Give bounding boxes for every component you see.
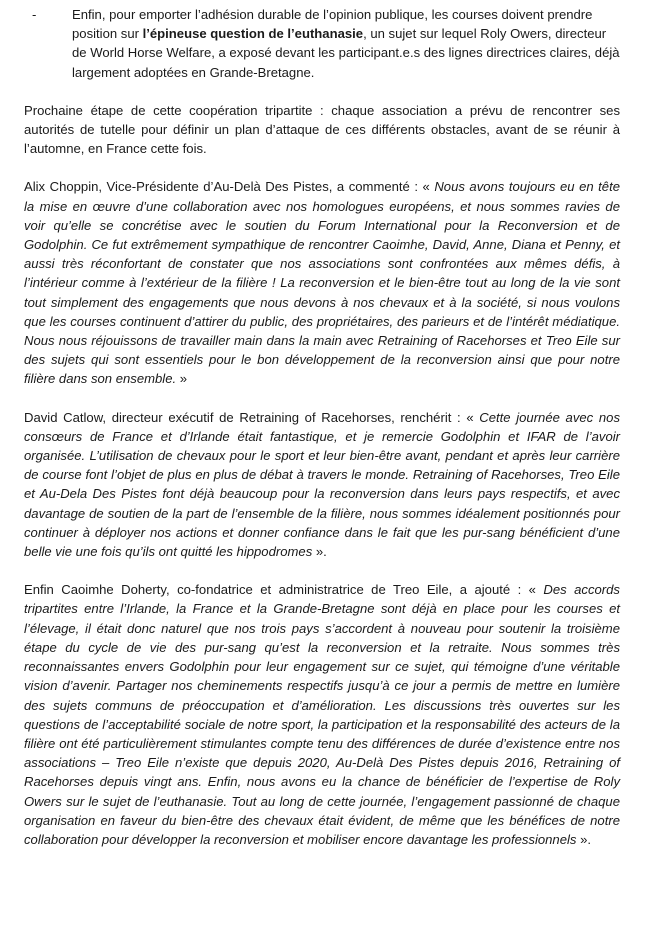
doherty-outro: ». xyxy=(576,831,592,847)
catlow-outro: ». xyxy=(312,544,327,560)
doherty-quote-text: Des accords tripartites entre l’Irlande, la France et la Grande-Bretagne sont déjà en place pour les courses et l’élevage, il était donc naturel que nos trois pays s’accordent à nouveau pour soutenir la troisième étape du cycle de vie des pur-sang qu’est la reconversion et la retraite. Nous sommes très reconnaissantes envers Godolphin pour leur engagement sur ce sujet, qui témoigne d’une véritable vision d’avenir. Partager nos cheminements respectifs jusqu’à ce jour a permis de mettre en lumière des sujets communs de préoccupation et d’amélioration. Les discussions très ouvertes sur les questions de l’acceptabilité sociale de notre sport, la participation et la responsabilité des acteurs de la filière ont été particulièrement stimulantes compte tenu des différences de durée d’existence entre nos associations – Treo Eile n’existe que depuis 2020, Au-Delà Des Pistes depuis 2016, Retraining of Racehorses depuis vingt ans. Enfin, nous avons eu la chance de bénéficier de l’expertise de Roly Owers sur le sujet de l’euthanasie. Tout au long de cette journée, l’engagement passionné de chaque organisation en faveur du bien-être des chevaux était évident, de même que les bénéfices de notre collaboration pour développer la reconversion et mobiliser encore davantage les professionnels xyxy=(24,582,620,847)
bullet-text-before: Enfin, pour emporter l’adhésion durable de l’opinion publique, les courses doivent prendre position sur xyxy=(72,7,593,42)
bullet-text xyxy=(72,5,620,82)
paragraph-doherty-quote xyxy=(24,580,620,849)
bullet-item-euthanasia xyxy=(24,5,620,82)
choppin-outro: » xyxy=(176,371,188,387)
bullet-text-after: , un sujet sur lequel Roly Owers, directeur de World Horse Welfare, a exposé devant les participant.e.s des lignes directrices claires, déjà largement adoptées en Grande-Bretagne. xyxy=(72,26,620,80)
catlow-quote-text: Cette journée avec nos consœurs de France et d’Irlande était fantastique, et je remercie Godolphin et IFAR de l’avoir organisée. L’utilisation de chevaux pour le sport et leur bien-être avant, pendant et après leur carrière de course font l’objet de plus en plus de débat à travers le monde. Retraining of Racehorses, Treo Eile et Au-Dela Des Pistes font déjà beaucoup pour la reconversion dans leurs pays respectifs, et avec davantage de soutien de la part de l’ensemble de la filière, nous sommes idéalement positionnés pour continuer à déployer nos actions et donner confiance dans le fait que les pur-sang bénéficient d’une belle vie une fois qu’ils ont quitté les hippodromes xyxy=(24,409,620,560)
paragraph-catlow-quote xyxy=(24,408,620,562)
bullet-marker: - xyxy=(32,7,37,22)
paragraph-choppin-quote xyxy=(24,177,620,388)
doherty-intro: Enfin Caoimhe Doherty, co-fondatrice et administratrice de Treo Eile, a ajouté : « xyxy=(24,582,544,598)
choppin-intro: Alix Choppin, Vice-Présidente d’Au-Delà Des Pistes, a commenté : « xyxy=(24,179,435,195)
choppin-quote-text: Nous avons toujours eu en tête la mise en œuvre d’une collaboration avec nos homologues européens, et nous sommes ravies de voir qu’elle se concrétise avec le soutien du Forum International pour la Reconversion et de Godolphin. Ce fut extrêmement sympathique de rencontrer Caoimhe, David, Anne, Diana et Penny, et aussi très réconfortant de constater que nos associations sont confrontées aux mêmes défis, à l’intérieur comme à l’extérieur de la filière ! La reconversion et le bien-être tout au long de la vie sont tout simplement des engagements que nous devons à nos chevaux et à la société, si nous voulons que les courses continuent d’attirer du public, des propriétaires, des parieurs et de l’intérêt médiatique. Nous nous réjouissons de travailler main dans la main avec Retraining of Racehorses et Treo Eile sur des sujets qui sont essentiels pour le bon développement de la reconversion ainsi que pour notre filière dans son ensemble. xyxy=(24,179,620,387)
bullet-text-bold: l’épineuse question de l’euthanasie xyxy=(142,26,364,42)
catlow-intro: David Catlow, directeur exécutif de Retraining of Racehorses, renchérit : « xyxy=(24,409,480,425)
paragraph-next-step: Prochaine étape de cette coopération tripartite : chaque association a prévu de rencontrer ses autorités de tutelle pour définir un plan d’attaque de ces différents obstacles, avant de se réunir à l’automne, en France cette fois. xyxy=(24,102,620,157)
